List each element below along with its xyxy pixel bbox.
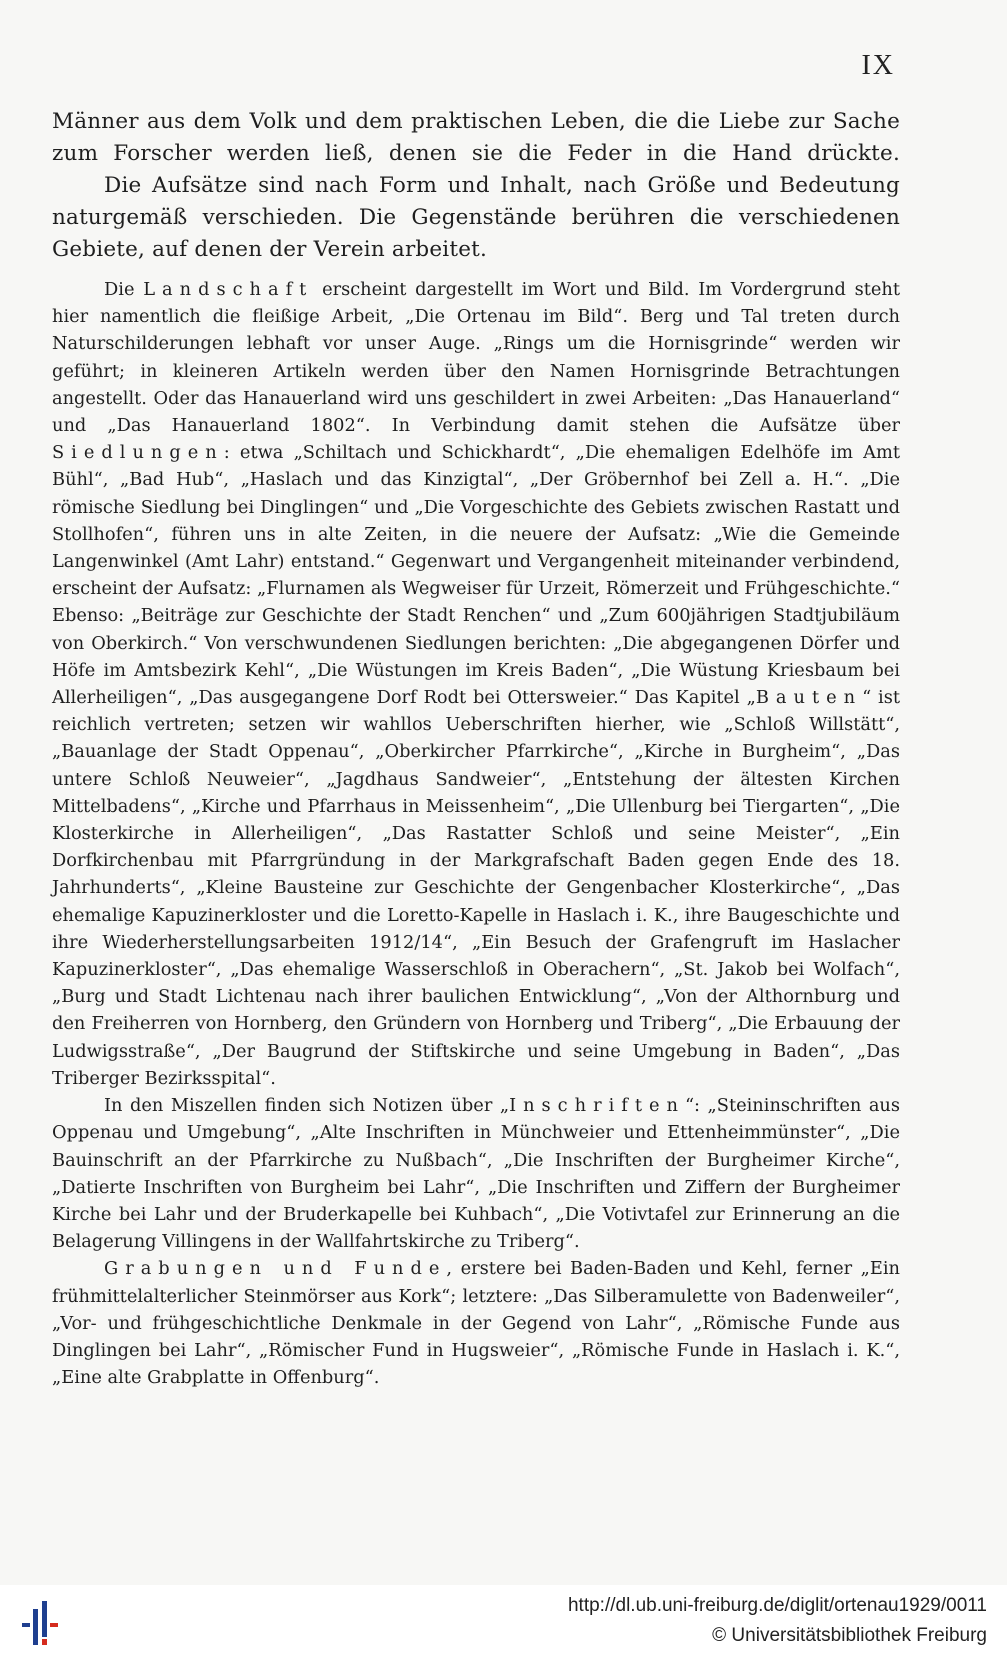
source-url-link[interactable]: http://dl.ub.uni-freiburg.de/diglit/ortenau1929/0011 <box>567 1595 987 1616</box>
spaced-term-grabungen: Grabungen und Funde <box>104 1258 447 1280</box>
paragraph-text: “ ist reichlich vertreten; setzen wir wahllos Ueberschriften hierher, wie „Schloß Willstätt“, „Bauanlage der Stadt Oppenau“, „Oberkircher Pfarrkirche“, „Kirche in Burgheim“, „Das untere Schloß Neuweier“, „Jagdhaus Sandweier“, „Entstehung der ältesten Kirchen Mittelbadens“, „Kirche und Pfarrhaus in Meissenheim“, „Die Ullenburg bei Tiergarten“, „Die Klosterkirche in Allerheiligen“, „Das Rastatter Schloß und seine Meister“, „Ein Dorfkirchenbau mit Pfarrgründung in der Markgrafschaft Baden gegen Ende des 18. Jahrhunderts“, „Kleine Bausteine zur Geschichte der Gengenbacher Klosterkirche“, „Das ehemalige Kapuzinerkloster und die Loretto-Kapelle in Haslach i. K., ihre Baugeschichte und ihre Wiederherstellungsarbeiten 1912/14“, „Ein Besuch der Grafengruft im Haslacher Kapuzinerkloster“, „Das ehemalige Wasserschloß in Oberachern“, „St. Jakob bei Wolfach“, „Burg und Stadt Lichtenau nach ihrer baulichen Entwicklung“, „Von der Althornburg und den Freiherren von Hornberg, den Gründern von Hornberg und Triberg“, „Die Erbauung der Ludwigsstraße“, „Der Baugrund der Stiftskirche und seine Umgebung in Baden“, „Das Triberger Bezirksspital“. <box>52 687 900 1089</box>
paragraph-text: : etwa „Schiltach und Schickhardt“, „Die ehemaligen Edelhöfe im Amt Bühl“, „Bad Hub“, „Haslach und das Kinzigtal“, „Der Gröbernhof bei Zell a. H.“. „Die römische Siedlung bei Dinglingen“ und „Die Vorgeschichte des Gebiets zwischen Rastatt und Stollhofen“, führen uns in alte Zeiten, in die neuere der Aufsatz: „Wie die Gemeinde Langenwinkel (Amt Lahr) entstand.“ Gegenwart und Vergangenheit miteinander verbindend, erscheint der Aufsatz: „Flurnamen als Wegweiser für Urzeit, Römerzeit und Frühgeschichte.“ Ebenso: „Beiträge zur Geschichte der Stadt Renchen“ und „Zum 600jährigen Stadtjubiläum von Oberkirch.“ Von verschwundenen Siedlungen berichten: „Die abgegangenen Dörfer und Höfe im Amtsbezirk Kehl“, „Die Wüstungen im Kreis Baden“, „Die Wüstung Kriesbaum bei Allerheiligen“, „Das ausgegangene Dorf Rodt bei Ottersweier.“ Das Kapitel „ <box>52 442 900 709</box>
spaced-term-bauten: Bauten <box>755 687 863 709</box>
spaced-term-inschriften: Inschriften <box>509 1095 685 1117</box>
intro-section <box>52 106 900 266</box>
intro-paragraph-2: Die Aufsätze sind nach Form und Inhalt, nach Größe und Bedeutung naturgemäß verschieden. Die Gegenstände berühren die verschiedenen Gebiete, auf denen der Verein arbeitet. <box>52 173 900 262</box>
paragraph-lead: Die <box>104 279 135 300</box>
intro-paragraph-1: Männer aus dem Volk und dem praktischen Leben, die die Liebe zur Sache zum Forscher werden ließ, denen sie die Feder in die Hand drückte. <box>52 109 900 166</box>
page-number: IX <box>861 50 895 81</box>
library-logo-icon <box>20 1595 64 1647</box>
paragraph-inschriften <box>52 1092 900 1255</box>
page-text <box>52 106 900 1391</box>
body-section <box>52 276 900 1391</box>
paragraph-lead: In den Miszellen finden sich Notizen über „ <box>104 1095 510 1117</box>
paragraph-landschaft <box>52 276 900 1092</box>
footer-bar <box>0 1585 1007 1656</box>
spaced-term-landschaft: Landschaft <box>143 279 314 300</box>
paragraph-text: erscheint dargestellt im Wort und Bild. Im Vordergrund steht hier namentlich die fleißige Arbeit, „Die Ortenau im Bild“. Berg und Tal treten durch Naturschilderungen lebhaft vor unser Auge. „Rings um die Hornisgrinde“ werden wir geführt; in kleineren Artikeln werden über den Namen Hornisgrinde Betrachtungen angestellt. Oder das Hanauerland wird uns geschildert in zwei Arbeiten: „Das Hanauerland“ und „Das Hanauerland 1802“. In Verbindung damit stehen die Aufsätze über <box>52 279 901 437</box>
paragraph-grabungen <box>52 1255 900 1391</box>
spaced-term-siedlungen: Siedlungen <box>52 442 224 464</box>
paragraph-text: , erstere bei Baden-Baden und Kehl, ferner „Ein frühmittelalterlicher Steinmörser aus Kork“; letztere: „Das Silberamulette von Badenweiler“, „Vor- und frühgeschichtliche Denkmale in der Gegend von Lahr“, „Römische Funde aus Dinglingen bei Lahr“, „Römischer Fund in Hugsweier“, „Römische Funde in Haslach i. K.“, „Eine alte Grabplatte in Offenburg“. <box>52 1258 900 1389</box>
copyright-text: © Universitätsbibliothek Freiburg <box>712 1625 987 1646</box>
paragraph-text: “: „Steininschriften aus Oppenau und Umgebung“, „Alte Inschriften in Münchweier und Ettenheimmünster“, „Die Bauinschrift an der Pfarrkirche zu Nußbach“, „Die Inschriften der Burgheimer Kirche“, „Datierte Inschriften von Burgheim bei Lahr“, „Die Inschriften und Ziffern der Burgheimer Kirche bei Lahr und der Bruderkapelle bei Kuhbach“, „Die Votivtafel zur Erinnerung an die Belagerung Villingens in der Wallfahrtskirche zu Triberg“. <box>52 1095 901 1253</box>
